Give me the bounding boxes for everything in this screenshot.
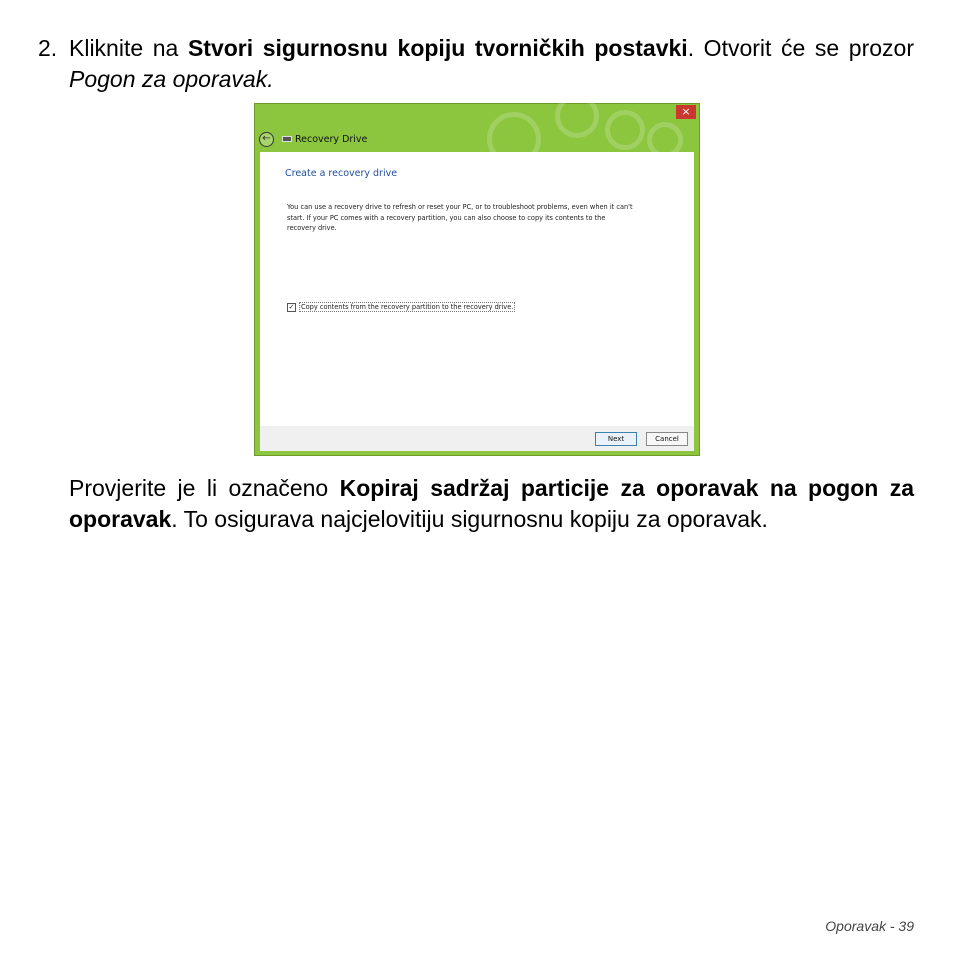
note-text-2: . To osigurava najcjelovitiju sigurnosnu kopiju za oporavak. <box>171 506 768 532</box>
note-text-1: Provjerite je li označeno <box>69 475 340 501</box>
step-paragraph <box>38 33 914 95</box>
back-arrow-icon: ← <box>262 133 271 144</box>
recovery-drive-dialog <box>254 103 700 456</box>
copy-contents-checkbox[interactable] <box>287 303 296 312</box>
note-bold-text: Kopiraj sadržaj particije za oporavak na pogon za oporavak <box>69 475 914 532</box>
copy-contents-label[interactable]: Copy contents from the recovery partition to the recovery drive. <box>301 303 514 311</box>
drive-icon <box>282 136 292 142</box>
checkmark-icon: ✓ <box>288 302 295 311</box>
dialog-heading: Create a recovery drive <box>285 168 398 179</box>
close-button[interactable] <box>676 105 696 119</box>
close-icon: × <box>681 105 691 118</box>
dialog-description: You can use a recovery drive to refresh or reset your PC, or to troubleshoot problems, even when it can't start. If your PC comes with a recovery partition, you can also choose to copy its contents to the recovery drive. <box>287 203 633 232</box>
background-decoration <box>605 110 645 150</box>
back-button[interactable] <box>259 132 274 147</box>
background-decoration <box>555 94 599 138</box>
step-number: 2. <box>38 35 58 61</box>
dialog-footer <box>260 426 694 451</box>
next-button[interactable]: Next <box>595 432 637 446</box>
dialog-title: Recovery Drive <box>295 133 368 145</box>
dialog-titlebar <box>259 128 367 150</box>
page-footer: Oporavak - 39 <box>825 918 914 934</box>
step-bold-text: Stvori sigurnosnu kopiju tvorničkih postavki <box>187 35 688 61</box>
step-italic-text: Pogon za oporavak. <box>69 66 274 92</box>
copy-contents-option[interactable] <box>287 302 515 312</box>
step-text-1: Kliknite na <box>69 35 188 61</box>
check-note-paragraph <box>69 473 914 535</box>
step-text-2: . Otvorit će se prozor <box>687 35 914 61</box>
dialog-content <box>260 152 694 426</box>
cancel-button[interactable]: Cancel <box>646 432 688 446</box>
